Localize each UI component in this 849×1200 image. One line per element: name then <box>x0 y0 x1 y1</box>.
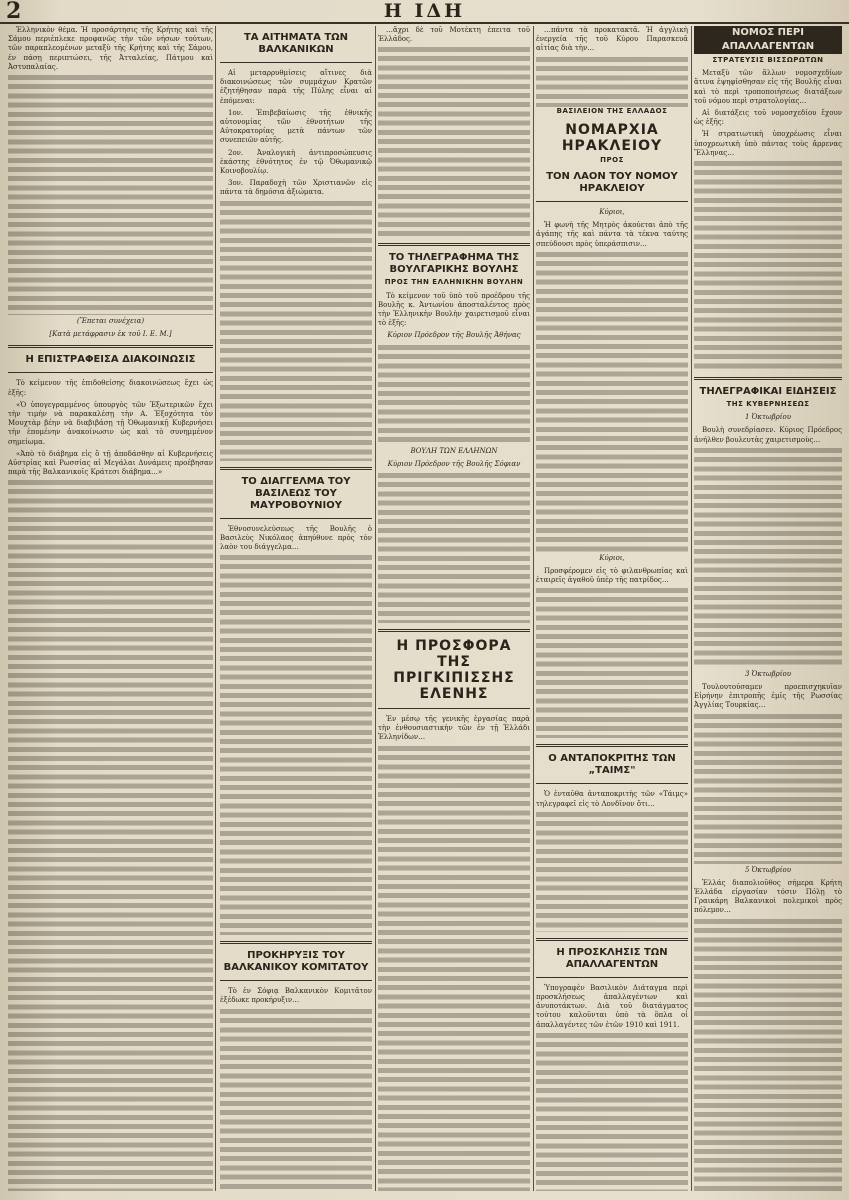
headline-banner: ΝΟΜΟΣ ΠΕΡΙ ΑΠΑΛΛΑΓΕΝΤΩΝ <box>694 26 842 54</box>
newspaper-title: Η ΙΔΗ <box>383 0 466 22</box>
article-text: Τουλουτούσαμεν προεπισχηκυῖαν Εἰρήνην ἐπιτροπῆς ἐμῖς τῆς Ρωσσίας Ἀγγλίας Τουρκίας… <box>694 683 842 710</box>
signature: ΒΟΥΛΗ ΤΩΝ ΕΛΛΗΝΩΝ <box>410 446 498 455</box>
text-block <box>694 161 842 371</box>
section-divider <box>378 243 530 246</box>
subheadline: ΠΡΟΣ <box>600 155 624 164</box>
article-text: Αἱ διατάξεις τοῦ νομοσχεδίου ἔχουν ὡς ἑξῆς: <box>694 109 842 127</box>
signature: Κύριον Πρόεδρον τῆς Βουλῆς Ἀθήνας <box>387 331 521 340</box>
article-text: Τὸ ἐν Σόφιᾳ Βαλκανικὸν Κομιτᾶτον ἐξέδωκε προκήρυξιν… <box>220 987 372 1005</box>
headline-underline <box>220 518 372 519</box>
salutation: Κύριοι, <box>599 208 625 217</box>
column-divider <box>691 26 692 1191</box>
text-block <box>694 919 842 1191</box>
section-divider <box>220 941 372 944</box>
salutation: Κύριοι, <box>599 553 625 562</box>
article-text: Τὸ κείμενον τῆς ἐπιδοθείσης διακοινώσεως ἔχει ὡς ἑξῆς: <box>8 379 213 397</box>
headline: Η ΕΠΙΣΤΡΑΦΕΙΣΑ ΔΙΑΚΟΙΝΩΣΙΣ <box>25 354 196 366</box>
continuation-note: (Ἕπεται συνέχεια) <box>76 317 145 326</box>
article-text: Αἱ μεταρρυθμίσεις αἵτινες διὰ διακοινώσεως τῶν συμμάχων Κρατῶν ἐζητήθησαν παρὰ τῆς Πύλης εἶναι αἱ ἑπόμεναι: <box>220 69 372 105</box>
headline-underline <box>536 783 688 784</box>
article-text: Ὑπογραφὲν Βασιλικὸν Διάταγμα περὶ προσκλήσεως ἀπαλλαγέντων καὶ ἀνυποτάκτων. Διὰ τοῦ διατάγματος τούτου καλοῦνται ὑπὸ τὰ ὅπλα οἱ ἀπαλλαγέντες τῶν ἐτῶν 1910 καὶ 1911. <box>536 983 688 1029</box>
article-text: …πάντα τὰ προκατακτᾶ. Ἡ ἀγγλικὴ ἐνεργεία τῆς τοῦ Κύρου Παρασκευᾶ αἰτίας διὰ τὴν… <box>536 26 688 53</box>
headline: Ο ΑΝΤΑΠΟΚΡΙΤΗΣ ΤΩΝ „ΤΑΙΜΣ" <box>548 753 676 777</box>
section-divider <box>8 345 213 348</box>
article-text: Ἡ στρατιωτικὴ ὑποχρέωσις εἶναι ὑποχρεωτικὴ ὑπὸ πάντας τοὺς ἄρρενας Ἕλληνας… <box>694 130 842 157</box>
text-block <box>220 555 372 935</box>
dateline: 3 Ὀκτωβρίου <box>745 669 791 678</box>
text-block <box>378 746 530 1191</box>
text-block <box>220 1009 372 1191</box>
attribution: [Κατὰ μετάφρασιν ἐκ τοῦ Ι. Ε. Μ.] <box>49 330 172 339</box>
article-text: «Ὁ ὑπογεγραμμένος ὑπουργὸς τῶν Ἐξωτερικῶν ἔχει τὴν τιμὴν νὰ παρακαλέσῃ τὴν Α. Ἐξοχότητα τὸν Μουχτὰρ βέην νὰ διαβιβάσῃ τῇ Ὀθωμανικῇ Κυβερνήσει τὴν ἐπομένην ἀνακοίνωσιν ὡς καὶ τὸ συνημμένον σημείωμα. <box>8 400 213 446</box>
section-divider <box>536 938 688 941</box>
article-text: Ἑλληνικὸν θέμα. Ἡ προσάρτησις τῆς Κρήτης καὶ τῆς Σάμου περιέπλεκε προφανῶς τὴν τῶν νήσων τούτων, τῶν παραπλεομένων μεταξὺ τῆς Κρήτης καὶ τῆς Σάμου, ἐν πάσῃ περιπτώσει, τῆς Ἀτταλείας, Πάτμου καὶ Ἀστυπαλαίας. <box>8 26 213 71</box>
article-text: Μεταξὺ τῶν ἄλλων νομοσχεδίων ἅτινα ἐψηφίσθησαν εἰς τῆς Βουλῆς εἶναι καὶ τὸ περὶ τροποποιήσεως διατάξεων τοῦ νόμου περὶ στρατολογίας… <box>694 69 842 105</box>
column-4 <box>536 26 688 1191</box>
column-divider <box>533 26 534 1191</box>
headline-underline <box>220 62 372 63</box>
article-text: Ἐν μέσῳ τῆς γενικῆς ἐργασίας παρὰ τὴν ἐνθουσιαστικὴν τῶν ἐν τῇ Ἑλλάδι Ἑλληνίδων… <box>378 715 530 742</box>
text-block <box>378 345 530 445</box>
article-text: …ἄχρι δὲ τοῦ Μοτέκτη ἐπειτα τοῦ Ἐλλάδος. <box>378 26 530 44</box>
headline: ΤΑ ΑΙΤΗΜΑΤΑ ΤΩΝ ΒΑΛΚΑΝΙΚΩΝ <box>243 32 349 55</box>
article-text: 3ον. Παραδοχὴ τῶν Χριστιανῶν εἰς πάντα τὰ δημόσια ἀξιώματα. <box>220 179 372 197</box>
subheadline: ΣΤΡΑΤΕΥΣΙΣ ΒΙΣΣΩΡΩΤΩΝ <box>712 56 824 64</box>
text-block <box>536 588 688 738</box>
headline-underline <box>8 372 213 373</box>
text-block <box>694 714 842 864</box>
article-text: Ἐθνοσυνελεύσεως τῆς Βουλῆς ὁ Βασιλεὺς Νικόλαος ἀπηύθυνε πρὸς τὸν λαὸν του διάγγελμα… <box>220 524 372 552</box>
page-number: 2 <box>6 0 22 24</box>
headline-underline <box>536 977 688 978</box>
text-block <box>8 480 213 1191</box>
subheadline: ΠΡΟΣ ΤΗΝ ΕΛΛΗΝΙΚΗΝ ΒΟΥΛΗΝ <box>384 278 524 287</box>
column-3 <box>378 26 530 1191</box>
article-text: Ἡ φωνὴ τῆς Μητρὸς ἀκούεται ἀπὸ τῆς ἀγάπης τῆς καὶ πάντα τὰ τέκνα ταύτης σπεύδουσι πρὸς ὑπεράσπισιν… <box>536 221 688 248</box>
headline-underline <box>220 980 372 981</box>
headline-underline <box>536 201 688 202</box>
column-2 <box>220 26 372 1191</box>
text-block <box>8 75 213 315</box>
article-text: 1ον. Ἐπιβεβαίωσις τῆς ἐθνικῆς αὐτονομίας τῶν ἐθνοτήτων τῆς Αὐτοκρατορίας μετὰ πάντων τῶν συνεπειῶν αὐτῆς. <box>220 108 372 145</box>
headline: ΤΟΝ ΛΑΟΝ ΤΟΥ ΝΟΜΟΥ ΗΡΑΚΛΕΙΟΥ <box>546 171 678 195</box>
signature: Κύριον Πρόεδρον τῆς Βουλῆς Σόφιαν <box>387 459 521 468</box>
headline-underline <box>378 708 530 709</box>
article-text: 2ον. Ἀναλογικὴ ἀντιπροσώπευσις ἑκάστης ἐθνότητος ἐν τῷ Ὀθωμανικῷ Κοινοβουλίῳ. <box>220 148 372 176</box>
headline: ΤΟ ΔΙΑΓΓΕΛΜΑ ΤΟΥ ΒΑΣΙΛΕΩΣ ΤΟΥ ΜΑΥΡΟΒΟΥΝΙΟΥ <box>241 475 351 511</box>
headline: ΤΗΛΕΓΡΑΦΙΚΑΙ ΕΙΔΗΣΕΙΣ <box>699 386 837 398</box>
masthead <box>0 0 849 24</box>
section-divider <box>536 744 688 747</box>
article-text: Προσφέρομεν εἰς τὸ φιλανθρωπίας καὶ ἑταιρεῖς ἀγαθοῦ ὑπὲρ τῆς πατρίδος… <box>536 567 688 585</box>
headline: Η ΠΡΟΣΦΟΡΑ ΤΗΣ ΠΡΙΓΚΙΠΙΣΣΗΣ ΕΛΕΝΗΣ <box>393 638 515 703</box>
text-block <box>536 812 688 932</box>
kingdom-header: ΒΑΣΙΛΕΙΟΝ ΤΗΣ ΕΛΛΑΔΟΣ <box>556 106 668 115</box>
text-block <box>378 473 530 623</box>
article-text: «Ἀπὸ τὸ διάβημα εἰς ὃ τῇ ἀποδάσθην αἱ Κυβερνήσεις Αὐστρίας καὶ Ρωσσίας αἱ Μεγάλαι Δυνάμεις προέβησαν παρὰ τῆς Βαλκανικοῖς Κράτεσι διάβημα…» <box>8 449 213 477</box>
headline: ΠΡΟΚΗΡΥΞΙΣ ΤΟΥ ΒΑΛΚΑΝΙΚΟΥ ΚΟΜΙΤΑΤΟΥ <box>223 950 369 974</box>
headline: Η ΠΡΟΣΚΛΗΣΙΣ ΤΩΝ ΑΠΑΛΛΑΓΕΝΤΩΝ <box>556 946 668 970</box>
article-text: Τὸ κείμενον τοῦ ὑπὸ τοῦ προέδρου τῆς Βουλῆς κ. Ἀντωνίου ἀποσταλέντος πρὸς τὴν Ἑλληνικὴν Βουλὴν χαιρετισμοῦ εἶναι τὸ ἑξῆς: <box>378 291 530 328</box>
column-divider <box>375 26 376 1191</box>
article-text: Ὁ ἐνταῦθα ἀνταποκριτὴς τῶν «Τάιμς» τηλεγραφεῖ εἰς τὸ Λονδῖνον ὅτι… <box>536 790 688 808</box>
text-block <box>536 252 688 552</box>
section-divider <box>694 377 842 380</box>
headline: ΝΟΜΑΡΧΙΑ ΗΡΑΚΛΕΙΟΥ <box>561 121 663 154</box>
text-block <box>536 57 688 107</box>
article-text: Βουλὴ συνεδρίασεν. Κύριος Πρόεδρος ἀνήλθεν βουλευτὰς χαιρετισμοὺς… <box>694 426 842 444</box>
section-divider <box>378 629 530 632</box>
column-divider <box>215 26 216 1191</box>
subheadline: ΤΗΣ ΚΥΒΕΡΝΗΣΕΩΣ <box>726 400 810 409</box>
column-1 <box>8 26 213 1191</box>
text-block <box>536 1033 688 1191</box>
text-block <box>378 47 530 237</box>
dateline: 5 Ὀκτωβρίου <box>745 865 791 874</box>
column-5 <box>694 26 842 1191</box>
article-text: Ἐλλάς διαπολιοῦθος σήμερα Κρήτη Ἑλλάδα εἰργασίαν τόσιν Πόλῃ τὸ Γραικάρη Βαλκανικοὶ πολεμικοὶ πρὸς πόλεμον… <box>694 878 842 915</box>
section-divider <box>220 467 372 470</box>
text-block <box>694 448 842 668</box>
headline: ΤΟ ΤΗΛΕΓΡΑΦΗΜΑ ΤΗΣ ΒΟΥΛΓΑΡΙΚΗΣ ΒΟΥΛΗΣ <box>388 252 520 276</box>
text-block <box>220 201 372 461</box>
dateline: 1 Ὀκτωβρίου <box>745 413 791 422</box>
